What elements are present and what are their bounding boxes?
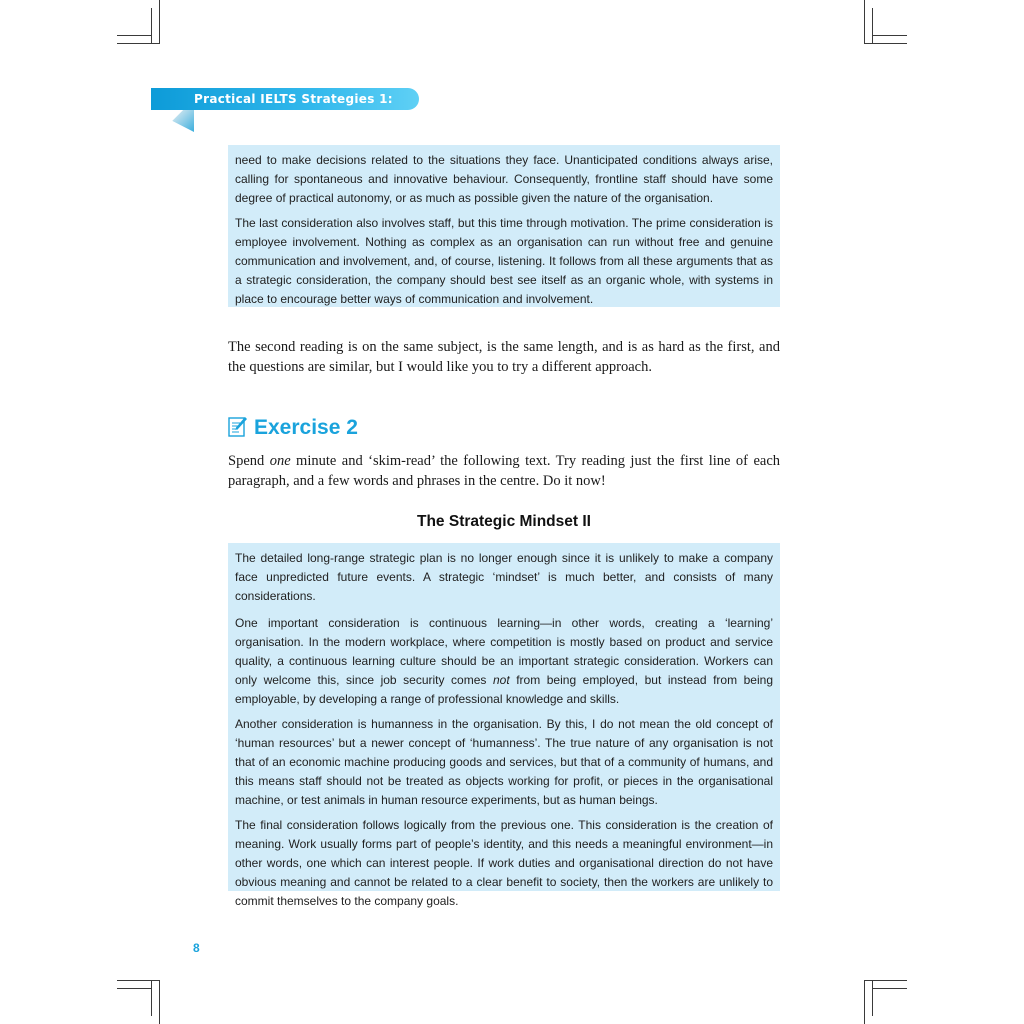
instruction-emphasis: one [269, 453, 291, 469]
paragraph-text: from being employed, but instead from being employable, by developing a range of professional knowledge and skills. [235, 673, 773, 706]
crop-mark [159, 980, 160, 1024]
crop-mark [864, 0, 865, 44]
crop-mark [117, 988, 152, 989]
header-ribbon-fold [151, 110, 194, 132]
crop-mark [151, 980, 152, 1016]
exercise-instruction [228, 451, 780, 491]
instruction-text: minute and ‘skim-read’ the following text. Try reading just the first line of each paragraph, and a few words and phrases in the centre. Do it now! [228, 453, 780, 489]
article-text-box [228, 543, 780, 908]
article-paragraph: The detailed long-range strategic plan is no longer enough since it is unlikely to make a company face unpredicted future events. A strategic ‘mindset’ is much better, and consists of many considerations. [235, 551, 773, 603]
article-title: The Strategic Mindset II [417, 513, 591, 530]
crop-mark [159, 0, 160, 44]
crop-mark [872, 980, 873, 1016]
exercise-title: Exercise 2 [254, 416, 358, 439]
crop-mark [864, 980, 865, 1024]
crop-mark [117, 35, 152, 36]
paragraph-emphasis: not [492, 673, 510, 687]
article-paragraph: Another consideration is humanness in the organisation. By this, I do not mean the old concept of ‘human resources’ but a newer concept of ‘humanness’. The true nature of any organisation is not that of an economic machine producing goods and services, but that of a community of humans, and this means staff should not be treated as objects working for profit, or pieces in the organisational machine, or test animals in human resource experiments, but as human beings. [235, 717, 773, 807]
running-header-title: Practical IELTS Strategies 1: Reading [194, 92, 393, 128]
running-header [151, 88, 419, 128]
page-number: 8 [193, 941, 200, 955]
paragraph-text: One important consideration is continuous learning—in other words, creating a ‘learning’ organisation. In the modern workplace, where competition is mostly based on product and service quality, a continuous learning culture should be an important strategic consideration. Workers can only welcome this, since job security comes [235, 616, 773, 687]
crop-mark [151, 8, 152, 44]
text-box-continued [228, 145, 780, 307]
crop-mark [872, 8, 873, 44]
exercise-heading [228, 414, 358, 442]
box-paragraph: The last consideration also involves staff, but this time through motivation. The prime consideration is employee involvement. Nothing as complex as an organisation can run without free and genuine communication and involvement, and, of course, listening. It follows from all these arguments that as a strategic consideration, the company should best see itself as an organic whole, with systems in place to encourage better ways of communication and involvement. [235, 216, 773, 306]
box-paragraph: need to make decisions related to the situations they face. Unanticipated conditions always arise, calling for spontaneous and innovative behaviour. Consequently, frontline staff should have some degree of practical autonomy, or as much as possible given the nature of the organisation. [235, 153, 773, 205]
crop-mark [864, 980, 907, 981]
crop-mark [117, 43, 160, 44]
crop-mark [872, 35, 907, 36]
article-paragraph [235, 614, 773, 709]
crop-mark [117, 980, 160, 981]
intro-paragraph: The second reading is on the same subject, is the same length, and is as hard as the first, and the questions are similar, but I would like you to try a different approach. [228, 339, 780, 375]
notepad-pencil-icon [228, 415, 248, 442]
crop-mark [872, 988, 907, 989]
crop-mark [864, 43, 907, 44]
instruction-text: Spend [228, 453, 270, 469]
article-paragraph: The final consideration follows logically from the previous one. This consideration is the creation of meaning. Work usually forms part of people’s identity, and this needs a meaningful environment—in other words, one which can interest people. If work duties and organisational direction do not have obvious meaning and cannot be related to a clear benefit to society, then the workers are unlikely to commit themselves to the company goals. [235, 818, 773, 908]
